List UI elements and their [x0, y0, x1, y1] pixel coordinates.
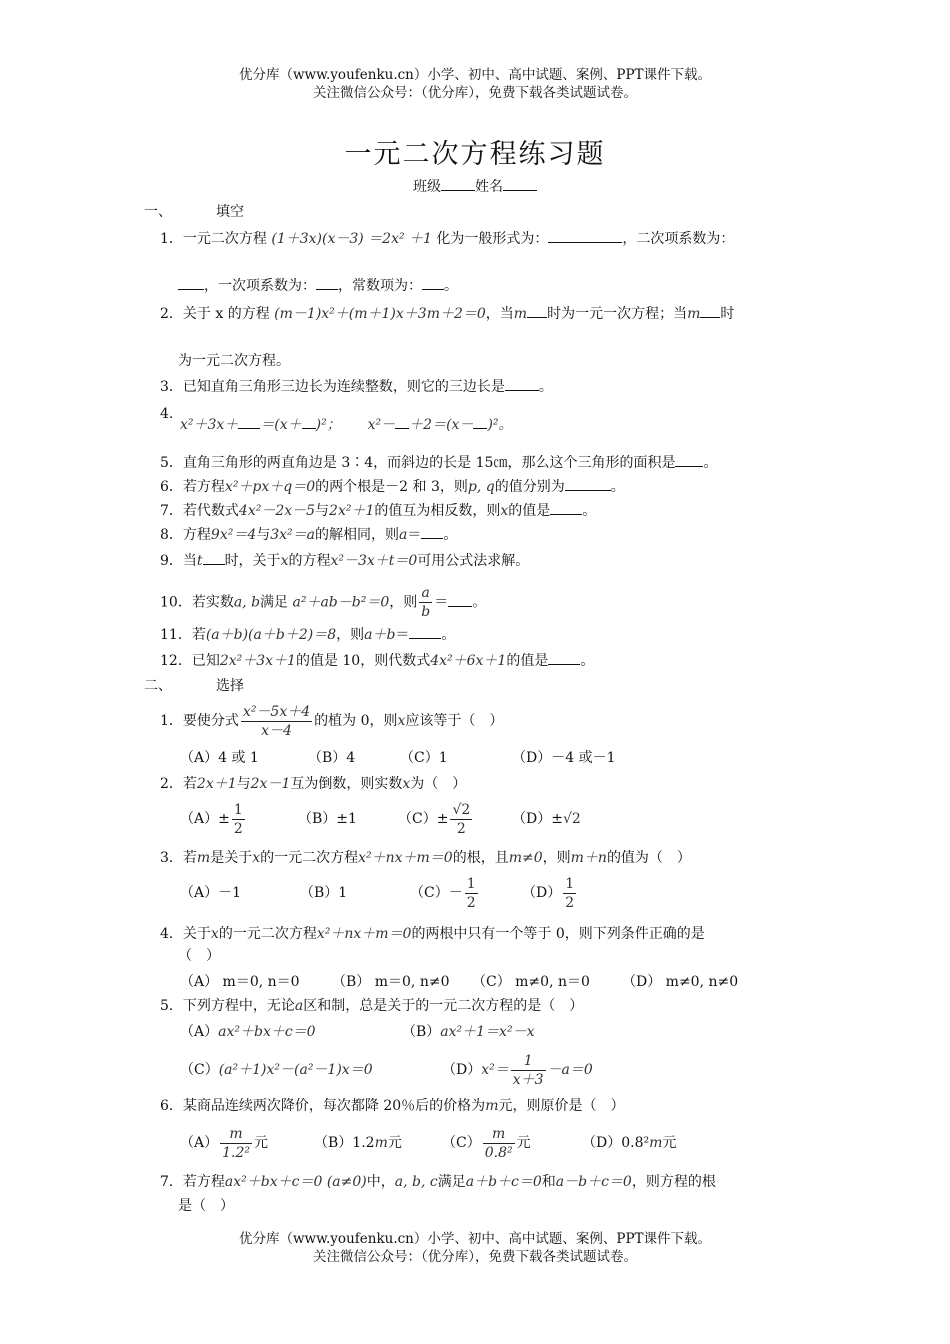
answer-blank[interactable]: [527, 303, 547, 318]
answer-blank[interactable]: [395, 414, 409, 429]
fill-question-1: [160, 228, 734, 249]
option-a[interactable]: （A） m＝0, n＝0: [180, 974, 300, 990]
option-d[interactable]: [442, 1050, 593, 1090]
question-text: 中，: [366, 1174, 395, 1190]
numerator: 1: [466, 875, 476, 892]
question-text: 方程: [182, 527, 211, 543]
option-c[interactable]: [410, 874, 522, 912]
variable: x: [500, 503, 509, 519]
variable: a: [399, 527, 408, 543]
denominator: 2: [456, 820, 466, 837]
footer-line-1: 优分库（www.youfenku.cn）小学、初中、高中试题、案例、PPT课件下载。: [238, 1231, 712, 1247]
equation: x²－: [367, 417, 396, 433]
question-text: ，则: [542, 850, 571, 866]
answer-blank[interactable]: [700, 303, 720, 318]
fill-question-9: [160, 550, 529, 571]
choice-question-1: [160, 702, 503, 740]
question-text: 关于: [182, 926, 211, 942]
equation: 2x＋1: [196, 776, 237, 792]
denominator: 1.2²: [222, 1144, 251, 1161]
option-a[interactable]: [180, 1122, 314, 1164]
fill-question-3: [160, 376, 553, 397]
option-a[interactable]: [180, 1022, 402, 1042]
question-text: ＝: [434, 594, 449, 611]
option-label: （A）±: [180, 811, 230, 827]
question-text: 。: [441, 627, 456, 643]
page-header: [0, 66, 950, 102]
question-text: 的两根中只有一个等于 0，则下列条件正确的是: [411, 926, 705, 942]
equation: (a²＋1)x²－(a²－1)x＝0: [218, 1062, 373, 1078]
question-text: 。: [610, 479, 625, 495]
equation: ＋2＝(x－: [409, 417, 474, 433]
question-text: 可用公式法求解。: [417, 553, 530, 569]
question-text: 满足: [437, 1174, 466, 1190]
choice-5-options-row-1: [180, 1022, 534, 1042]
option-label: （D）: [442, 1062, 482, 1078]
choice-question-4: [160, 924, 705, 944]
question-text: 时为一元一次方程；当: [547, 306, 688, 322]
option-a[interactable]: （A）－1: [180, 885, 242, 901]
question-text: ，则方程的根: [631, 1174, 716, 1190]
question-text: 时: [720, 306, 735, 322]
option-label: （C）－: [410, 885, 463, 901]
page-title: 一元二次方程练习题: [344, 139, 606, 170]
question-text: 的根，且: [452, 850, 509, 866]
variable: m: [374, 1135, 388, 1151]
question-text: 当: [182, 553, 197, 569]
equation: x²＝: [481, 1062, 509, 1078]
equation: x²－3x＋t＝0: [330, 553, 418, 569]
question-text: 若: [191, 627, 206, 643]
question-text: 与: [256, 527, 271, 543]
numerator: x²－5x＋4: [242, 703, 311, 720]
fill-question-2-cont: 为一元二次方程。: [178, 353, 290, 369]
question-text: ，一次项系数为：: [204, 278, 316, 294]
choice-question-7: [160, 1172, 716, 1192]
class-blank[interactable]: [441, 176, 475, 191]
question-text: 若: [182, 776, 197, 792]
choice-4-options: [180, 972, 738, 992]
question-text: 。: [703, 455, 718, 471]
question-text: 与: [236, 776, 251, 792]
unit: 元: [516, 1135, 531, 1151]
variable: x: [402, 776, 411, 792]
option-b[interactable]: （B）±1: [298, 811, 357, 827]
choice-6-options: [180, 1122, 676, 1164]
question-text: 为（ ）: [410, 776, 467, 792]
option-label: （C）: [180, 1062, 219, 1078]
equation: ＝(x＋: [260, 417, 302, 433]
equation: 4x²＋6x＋1: [430, 653, 507, 669]
question-number: 7．: [160, 1174, 183, 1190]
section-name: 填空: [216, 204, 244, 220]
equation: )²。: [487, 417, 513, 433]
option-c[interactable]: [442, 1122, 582, 1164]
choice-2-options: [180, 800, 581, 838]
numerator: m: [220, 1125, 252, 1144]
page-footer: [0, 1230, 950, 1266]
variable: a, b, c: [394, 1174, 438, 1190]
answer-blank[interactable]: [203, 550, 225, 565]
question-number: 3．: [160, 379, 183, 395]
choice-question-4-paren: （ ）: [178, 948, 220, 964]
question-text: 一元二次方程: [182, 231, 267, 247]
question-text: 某商品连续两次降价，每次都降 20％后的价格为: [182, 1098, 486, 1114]
question-text: 的两个根是－2 和 3，则: [315, 479, 468, 495]
numerator: 1: [511, 1052, 546, 1071]
choice-question-7-cont: 是（ ）: [178, 1198, 234, 1214]
fill-question-6: [160, 476, 625, 497]
question-number: 5．: [160, 998, 183, 1014]
question-text: 若方程: [182, 479, 225, 495]
option-c[interactable]: （C） m≠0, n＝0: [472, 974, 590, 990]
equation: 9x²＝4: [210, 527, 257, 543]
variable: t: [196, 553, 203, 569]
option-b[interactable]: （B） m＝0, n≠0: [332, 974, 450, 990]
numerator: 1: [233, 801, 243, 818]
variable: x: [210, 926, 219, 942]
equation: (a≠0): [326, 1174, 367, 1190]
fill-question-1-cont: [178, 275, 458, 296]
option-a[interactable]: [180, 800, 298, 838]
equation: a²＋ab－b²＝0: [292, 594, 390, 611]
option-label: （A）: [180, 1024, 219, 1040]
option-d[interactable]: （D）－4 或－1: [512, 750, 616, 766]
choice-5-options-row-2: [180, 1050, 593, 1090]
fill-question-12: [160, 650, 594, 671]
equation: a＋b: [364, 627, 396, 643]
option-label: （C）: [442, 1135, 481, 1151]
equation: －a＝0: [547, 1062, 593, 1078]
answer-blank[interactable]: [302, 414, 316, 429]
question-text: 若: [182, 850, 197, 866]
name-blank[interactable]: [503, 176, 537, 191]
question-number: 6．: [160, 1098, 183, 1114]
question-text: 的值是 10，则代数式: [295, 653, 431, 669]
question-text: 若方程: [182, 1174, 225, 1190]
equation: (m－1)x²＋(m＋1)x＋3m＋2＝0: [274, 306, 486, 322]
answer-blank[interactable]: [448, 592, 472, 607]
option-d[interactable]: [582, 1122, 676, 1164]
question-number: 12．: [160, 653, 192, 669]
fill-question-4: [160, 404, 173, 424]
fraction: [483, 1125, 515, 1162]
question-text: ＝: [395, 627, 410, 643]
question-text: 互为倒数，则实数: [290, 776, 403, 792]
class-label: 班级: [413, 179, 441, 195]
fill-question-5: [160, 452, 717, 473]
equation: (1＋3x)(x－3) ＝2x² ＋1: [271, 231, 432, 247]
equation: 2x²＋3x＋1: [219, 653, 296, 669]
section-heading-fill: [144, 202, 244, 222]
option-a[interactable]: （A）4 或 1: [180, 750, 259, 766]
section-number: 二、: [144, 678, 172, 694]
question-number: 5．: [160, 455, 183, 471]
variable: m: [687, 306, 701, 322]
option-c[interactable]: [398, 800, 512, 838]
equation: a＋b＋c＝0: [465, 1174, 542, 1190]
option-label: （D）: [522, 885, 562, 901]
answer-blank[interactable]: [675, 452, 703, 467]
footer-line-2: 关注微信公众号：（优分库），免费下载各类试题试卷。: [313, 1249, 637, 1265]
question-text: 与: [315, 503, 330, 519]
option-label: （B）1.2: [314, 1135, 375, 1151]
equation: m≠0: [508, 850, 543, 866]
option-b[interactable]: （B）1: [300, 885, 348, 901]
question-text: 的解相同，则: [315, 527, 400, 543]
denominator: x－4: [261, 722, 292, 739]
question-text: 的植为 0，则: [314, 713, 398, 729]
question-number: 4.: [160, 406, 174, 422]
option-b[interactable]: （B）4: [308, 750, 356, 766]
equation: 3x²＝a: [270, 527, 316, 543]
option-label: （A）: [180, 1135, 219, 1151]
option-label: （C）±: [398, 811, 449, 827]
question-text: 区和制，总是关于的一元二次方程的是（ ）: [303, 998, 584, 1014]
section-name: 选择: [216, 678, 244, 694]
answer-blank[interactable]: [505, 376, 539, 391]
answer-blank[interactable]: [409, 624, 441, 639]
question-text: 的值互为相反数，则: [374, 503, 501, 519]
denominator: b: [421, 604, 431, 620]
variable: m: [513, 306, 528, 322]
question-text: 已知直角三角形三边长为连续整数，则它的三边长是: [182, 379, 505, 395]
equation: )²；: [315, 417, 341, 433]
question-text: 满足: [260, 594, 289, 611]
question-text: 的值是: [508, 503, 551, 519]
choice-question-6: [160, 1096, 624, 1116]
equation: ax²＋bx＋c＝0: [224, 1174, 323, 1190]
option-b[interactable]: [314, 1122, 442, 1164]
equation: ax²＋bx＋c＝0: [218, 1024, 316, 1040]
sqrt-value: √2: [562, 811, 581, 827]
fraction: [563, 875, 576, 912]
fraction: [450, 801, 472, 838]
question-text: 。: [444, 278, 458, 294]
option-label: （D）±: [512, 811, 563, 827]
denominator: 0.8²: [484, 1144, 513, 1161]
denominator: 2: [233, 820, 243, 837]
question-text: 若实数: [191, 594, 234, 611]
question-text: 要使分式: [182, 713, 239, 729]
variable: a, b: [233, 594, 261, 611]
question-number: 1．: [160, 231, 183, 247]
numerator: m: [483, 1125, 515, 1144]
header-line-2: 关注微信公众号：（优分库），免费下载各类试题试卷。: [313, 85, 637, 101]
answer-blank[interactable]: [473, 414, 487, 429]
question-text: 的值分别为: [494, 479, 565, 495]
answer-blank[interactable]: [548, 650, 580, 665]
question-number: 10．: [160, 594, 192, 611]
option-c[interactable]: [180, 1050, 442, 1090]
question-text: ，常数项为：: [338, 278, 422, 294]
question-number: 8．: [160, 527, 183, 543]
question-number: 3．: [160, 850, 183, 866]
option-label: （B）: [402, 1024, 441, 1040]
answer-blank[interactable]: [550, 500, 582, 515]
option-label: （D）0.8²: [582, 1135, 650, 1151]
option-d[interactable]: [512, 800, 581, 838]
variable: m: [196, 850, 211, 866]
question-text: 应该等于（ ）: [405, 713, 504, 729]
equation: x²＋px＋q＝0: [224, 479, 316, 495]
fill-question-11: [160, 624, 455, 645]
question-text: 已知: [191, 653, 220, 669]
question-number: 4．: [160, 926, 183, 942]
question-text: 时，关于: [224, 553, 281, 569]
question-text: 是关于: [210, 850, 253, 866]
section-heading-choice: [144, 676, 244, 696]
fill-question-2: [160, 303, 734, 324]
question-text: 。: [582, 503, 597, 519]
fraction: [419, 584, 432, 621]
question-text: 的值是: [506, 653, 549, 669]
numerator: a: [419, 584, 432, 603]
question-number: 6．: [160, 479, 183, 495]
question-number: 7．: [160, 503, 183, 519]
question-text: ＝: [407, 527, 422, 543]
fill-question-10: [160, 584, 486, 621]
header-line-1: 优分库（www.youfenku.cn）小学、初中、高中试题、案例、PPT课件下载。: [238, 67, 712, 83]
equation: x²＋3x＋: [180, 417, 239, 433]
fill-question-7: [160, 500, 596, 521]
equation: (a＋b)(a＋b＋2)＝8: [205, 627, 337, 643]
variable: m: [485, 1098, 499, 1114]
question-text: 和: [541, 1174, 556, 1190]
option-d[interactable]: [522, 874, 578, 912]
fraction: [511, 1052, 546, 1089]
question-number: 11．: [160, 627, 192, 643]
question-text: 的方程: [288, 553, 331, 569]
variable: a: [294, 998, 304, 1014]
equation: x²＋nx＋m＝0: [316, 926, 412, 942]
variable: m: [649, 1135, 663, 1151]
question-text: ，当: [485, 306, 514, 322]
question-number: 2．: [160, 776, 183, 792]
equation: m＋n: [570, 850, 607, 866]
class-name-line: [0, 176, 950, 196]
question-text: 若代数式: [182, 503, 239, 519]
question-text: ，则: [389, 594, 418, 611]
equation: a－b＋c＝0: [555, 1174, 632, 1190]
fraction: [220, 1125, 252, 1162]
choice-1-options: [180, 748, 616, 768]
numerator: 1: [565, 875, 575, 892]
question-text: 的值为（ ）: [606, 850, 691, 866]
answer-blank[interactable]: [548, 228, 622, 243]
question-text: 关于 x 的方程: [182, 306, 270, 322]
denominator: x＋3: [512, 1071, 544, 1088]
option-c[interactable]: （C）1: [400, 750, 448, 766]
choice-question-2: [160, 774, 466, 794]
variable: p, q: [467, 479, 495, 495]
name-label: 姓名: [475, 179, 503, 195]
question-text: ，二次项系数为：: [622, 231, 735, 247]
question-number: 9．: [160, 553, 183, 569]
question-text: 。: [443, 527, 458, 543]
variable: x: [252, 850, 261, 866]
equation: 4x²－2x－5: [238, 503, 316, 519]
question-text: 下列方程中，无论: [182, 998, 295, 1014]
section-number: 一、: [144, 204, 172, 220]
question-text: 。: [580, 653, 595, 669]
question-text: 的一元二次方程: [218, 926, 317, 942]
denominator: 2: [565, 894, 575, 911]
choice-question-5: [160, 996, 583, 1016]
question-text: 。: [538, 379, 553, 395]
equation: x²＋nx＋m＝0: [358, 850, 453, 866]
fraction: [465, 875, 478, 912]
question-text: 化为一般形式为：: [436, 231, 549, 247]
answer-blank[interactable]: [238, 414, 260, 429]
question-text: 。: [472, 594, 487, 611]
question-number: 2．: [160, 306, 183, 322]
answer-blank[interactable]: [565, 476, 611, 491]
question-text: 直角三角形的两直角边是 3∶4，而斜边的长是 15㎝，那么这个三角形的面积是: [182, 455, 676, 471]
equation: ax²＋1＝x²－x: [440, 1024, 535, 1040]
unit: 元: [254, 1135, 269, 1151]
fraction: [241, 703, 312, 740]
choice-question-3: [160, 848, 691, 868]
answer-blank[interactable]: [421, 524, 443, 539]
option-d[interactable]: （D） m≠0, n≠0: [622, 974, 739, 990]
question-number: 1．: [160, 713, 183, 729]
equation: 2x²＋1: [329, 503, 375, 519]
question-text: 的一元二次方程: [260, 850, 359, 866]
fill-question-8: [160, 524, 457, 545]
fill-question-4-equations: [180, 414, 513, 435]
question-text: ，则: [336, 627, 365, 643]
denominator: 2: [466, 894, 476, 911]
unit: 元: [387, 1135, 402, 1151]
fraction: [232, 801, 245, 838]
unit: 元: [662, 1135, 677, 1151]
question-text: 元，则原价是（ ）: [498, 1098, 625, 1114]
variable: x: [397, 713, 406, 729]
answer-blank[interactable]: [316, 275, 338, 290]
choice-3-options: [180, 874, 578, 912]
answer-blank[interactable]: [178, 275, 204, 290]
option-b[interactable]: [402, 1022, 534, 1042]
equation: 2x－1: [250, 776, 291, 792]
answer-blank[interactable]: [422, 275, 444, 290]
variable: x: [280, 553, 289, 569]
numerator: √2: [452, 801, 471, 818]
